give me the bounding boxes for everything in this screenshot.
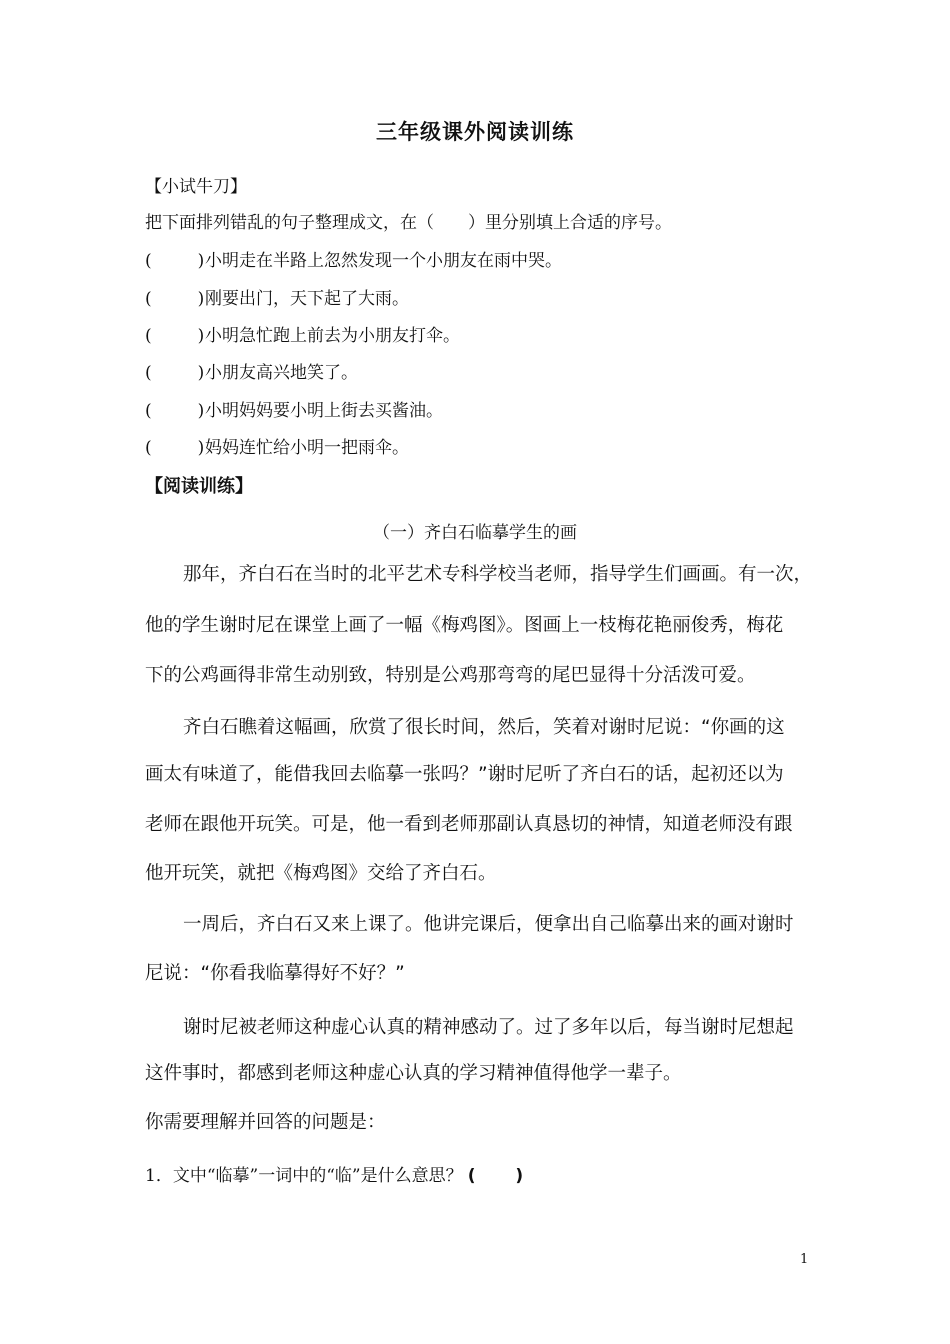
list-item: ( )小明妈妈要小明上街去买酱油。 xyxy=(145,401,443,421)
list-item: ( )妈妈连忙给小明一把雨伞。 xyxy=(145,438,409,458)
blank-paren[interactable]: ( ) xyxy=(145,438,205,458)
paragraph-line: 他开玩笑，就把《梅鸡图》交给了齐白石。 xyxy=(145,863,497,884)
paragraph-line: 老师在跟他开玩笑。可是，他一看到老师那副认真恳切的神情，知道老师没有跟 xyxy=(145,814,793,835)
instruction-text: 把下面排列错乱的句子整理成文，在（ ）里分别填上合适的序号。 xyxy=(145,213,672,233)
blank-paren[interactable]: ( ) xyxy=(145,363,205,383)
list-item: ( )刚要出门，天下起了大雨。 xyxy=(145,289,409,309)
question-intro: 你需要理解并回答的问题是： xyxy=(145,1112,386,1133)
section-heading-reading: 【阅读训练】 xyxy=(145,476,253,497)
paragraph-line: 画太有味道了，能借我回去临摹一张吗？”谢时尼听了齐白石的话，起初还以为 xyxy=(145,764,784,785)
list-item: ( )小明急忙跑上前去为小朋友打伞。 xyxy=(145,326,460,346)
paragraph-line: 谢时尼被老师这种虚心认真的精神感动了。过了多年以后，每当谢时尼想起 xyxy=(183,1017,794,1038)
question-item xyxy=(145,1161,523,1186)
story-title: （一）齐白石临摹学生的画 xyxy=(373,523,577,543)
paragraph-line: 他的学生谢时尼在课堂上画了一幅《梅鸡图》。图画上一枝梅花艳丽俊秀，梅花 xyxy=(145,615,784,636)
page-number: 1 xyxy=(800,1252,809,1267)
paragraph-line: 那年，齐白石在当时的北平艺术专科学校当老师，指导学生们画画。有一次， xyxy=(183,564,813,585)
paragraph-line: 这件事时，都感到老师这种虚心认真的学习精神值得他学一辈子。 xyxy=(145,1063,682,1084)
list-item: ( )小明走在半路上忽然发现一个小朋友在雨中哭。 xyxy=(145,251,562,271)
blank-paren[interactable]: ( ) xyxy=(145,289,205,309)
question-text: 1．文中“临摹”一词中的“临”是什么意思？ xyxy=(145,1166,463,1186)
list-item: ( )小朋友高兴地笑了。 xyxy=(145,363,358,383)
answer-blank[interactable]: ( ) xyxy=(467,1166,524,1186)
paragraph-line: 下的公鸡画得非常生动别致，特别是公鸡那弯弯的尾巴显得十分活泼可爱。 xyxy=(145,665,756,686)
section-heading-practice: 【小试牛刀】 xyxy=(145,177,247,197)
paragraph-line: 尼说：“你看我临摹得好不好？” xyxy=(145,963,405,984)
blank-paren[interactable]: ( ) xyxy=(145,401,205,421)
paragraph-line: 一周后，齐白石又来上课了。他讲完课后，便拿出自己临摹出来的画对谢时 xyxy=(183,914,794,935)
page-title: 三年级课外阅读训练 xyxy=(376,120,574,144)
paragraph-line: 齐白石瞧着这幅画，欣赏了很长时间，然后，笑着对谢时尼说：“你画的这 xyxy=(183,717,785,738)
blank-paren[interactable]: ( ) xyxy=(145,251,205,271)
blank-paren[interactable]: ( ) xyxy=(145,326,205,346)
